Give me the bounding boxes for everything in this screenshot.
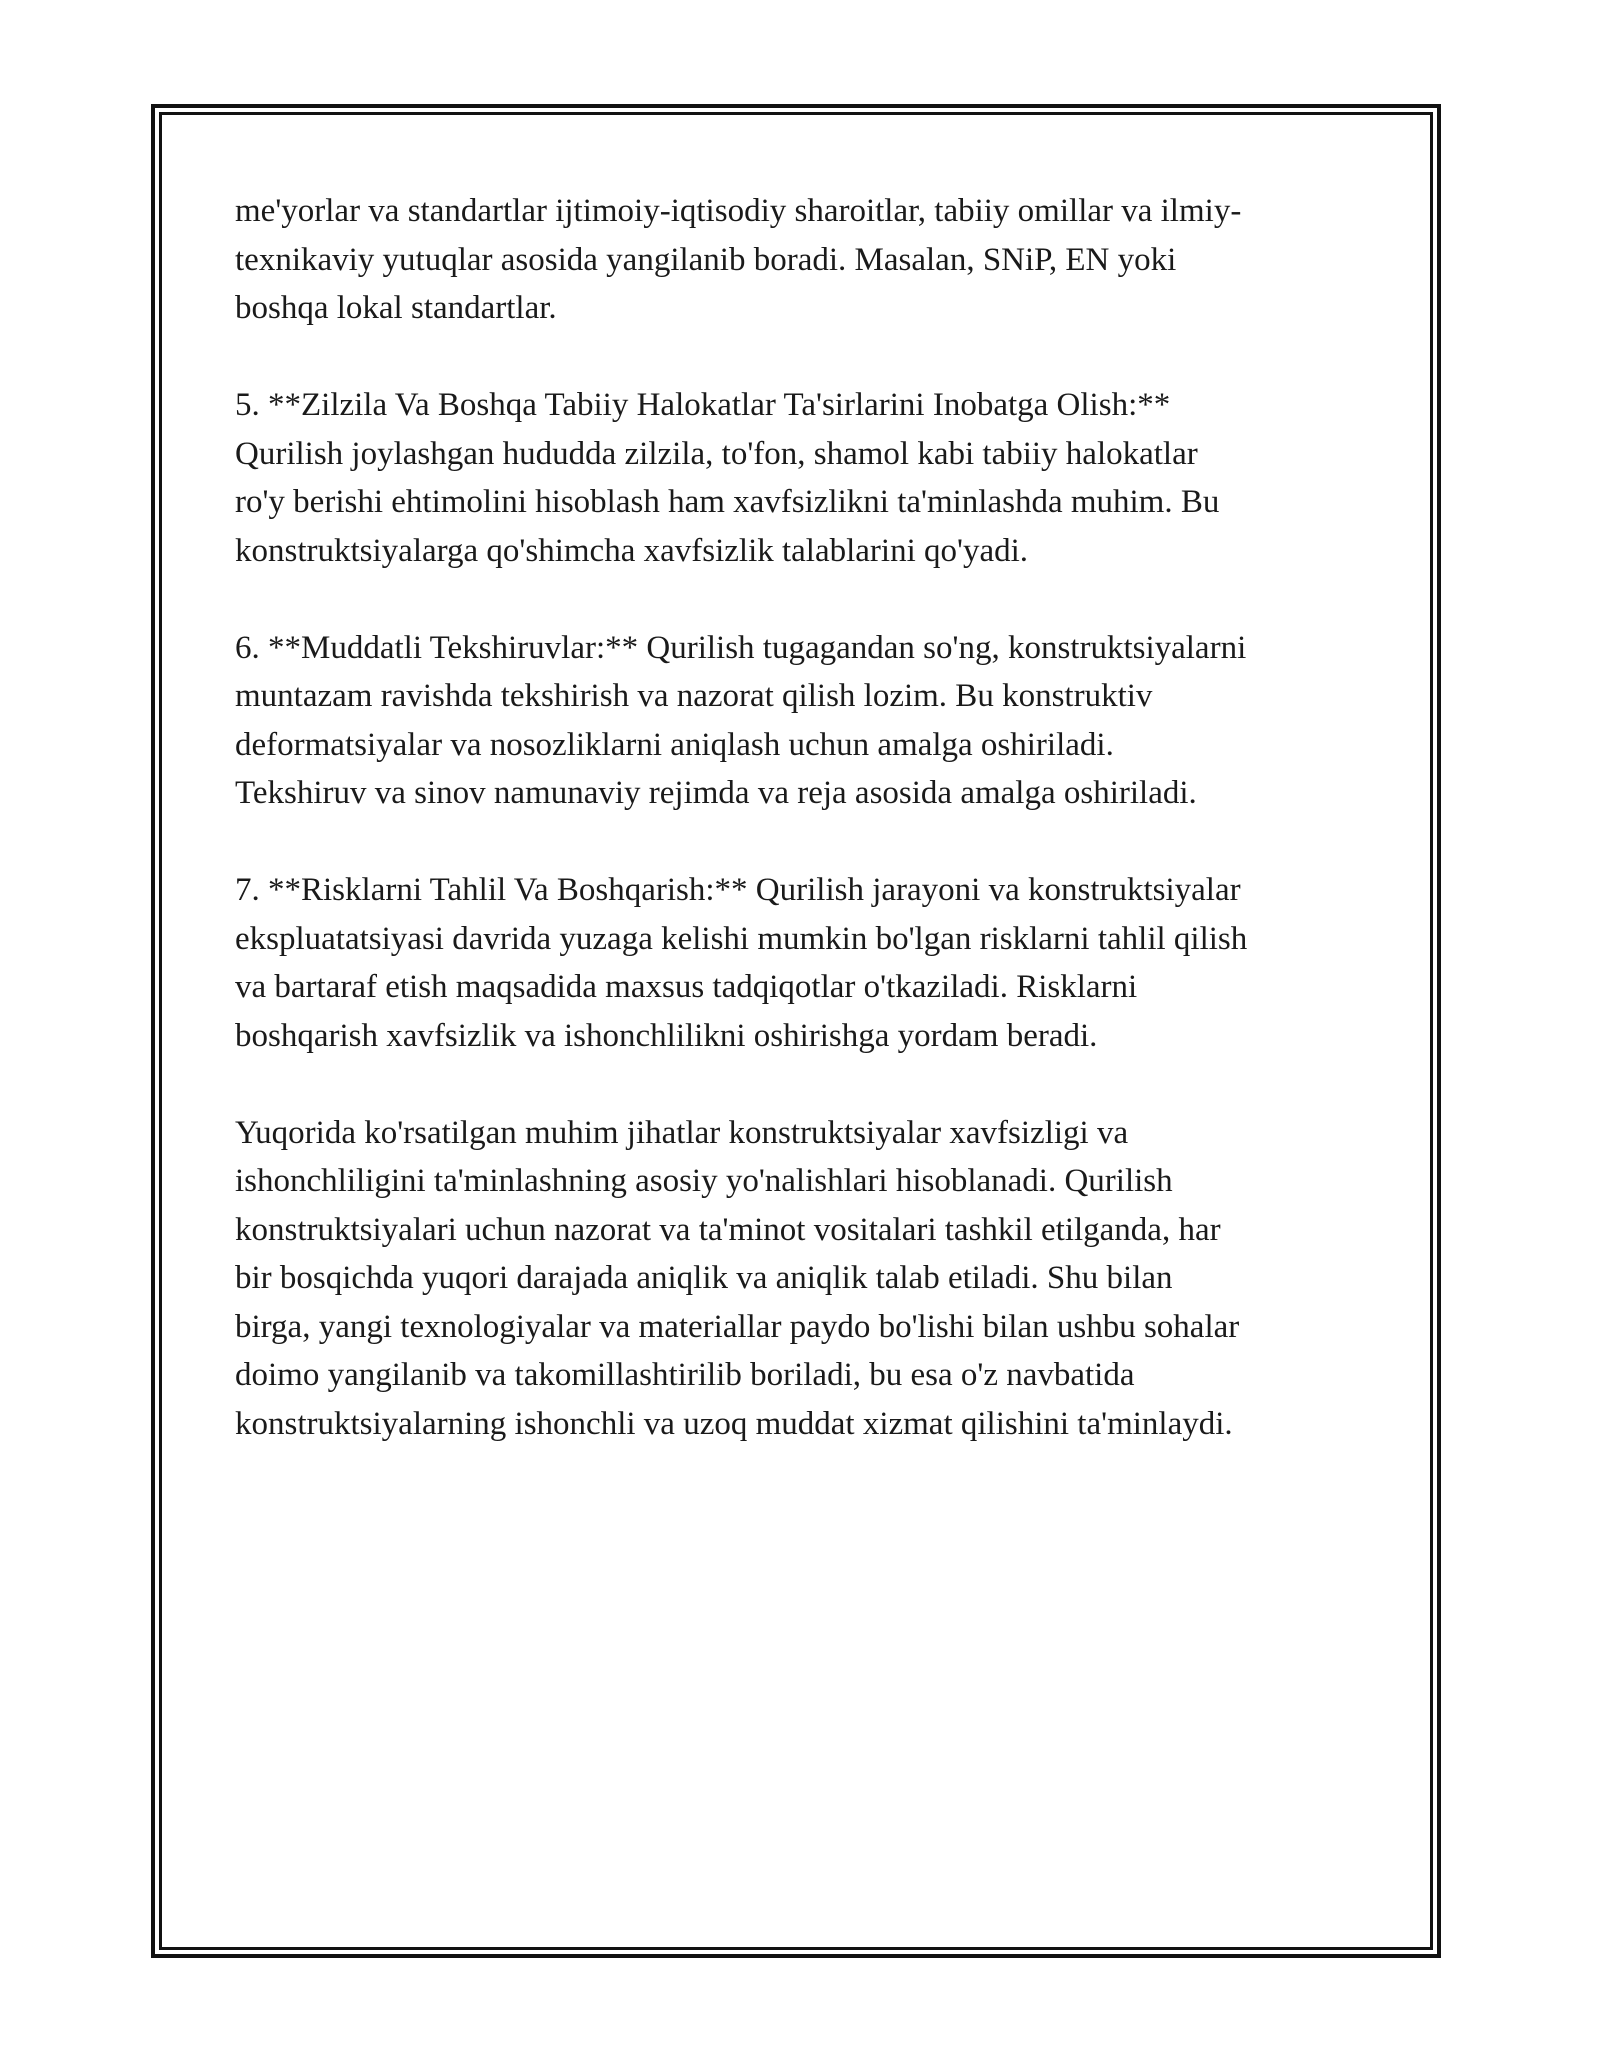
paragraph-conclusion: Yuqorida ko'rsatilgan muhim jihatlar konstruktsiyalar xavfsizligi va ishonchliligini ta'minlashning asosiy yo'nalishlari hisoblanadi. Qurilish konstruktsiyalari uchun nazorat va ta'minot vositalari tashkil etilganda, har bir bosqichda yuqori darajada aniqlik va aniqlik talab etiladi. Shu bilan birga, yangi texnologiyalar va materiallar paydo bo'lishi bilan ushbu sohalar doimo yangilanib va takomillashtirilib boriladi, bu esa o'z navbatida konstruktsiyalarning ishonchli va uzoq muddat xizmat qilishini ta'minlaydi. <box>235 1114 1240 1442</box>
paragraph-item-7-risk-management: 7. **Risklarni Tahlil Va Boshqarish:** Qurilish jarayoni va konstruktsiyalar ekspluatatsiyasi davrida yuzaga kelishi mumkin bo'lgan risklarni tahlil qilish va bartaraf etish maqsadida maxsus tadqiqotlar o'tkaziladi. Risklarni boshqarish xavfsizlik va ishonchlilikni oshirishga yordam beradi. <box>235 872 1248 1054</box>
document-body <box>235 187 1375 1497</box>
paragraph-standards-continuation: me'yorlar va standartlar ijtimoiy-iqtisodiy sharoitlar, tabiiy omillar va ilmiy- texnikaviy yutuqlar asosida yangilanib boradi. Masalan, SNiP, EN yoki boshqa lokal standartlar. <box>235 193 1242 326</box>
paragraph-item-5-natural-disasters: 5. **Zilzila Va Boshqa Tabiiy Halokatlar Ta'sirlarini Inobatga Olish:** Qurilish joylashgan hududda zilzila, to'fon, shamol kabi tabiiy halokatlar ro'y berishi ehtimolini hisoblash ham xavfsizlikni ta'minlashda muhim. Bu konstruktsiyalarga qo'shimcha xavfsizlik talablarini qo'yadi. <box>235 387 1220 569</box>
paragraph-item-6-periodic-inspections: 6. **Muddatli Tekshiruvlar:** Qurilish tugagandan so'ng, konstruktsiyalarni muntazam ravishda tekshirish va nazorat qilish lozim. Bu konstruktiv deformatsiyalar va nosozliklarni aniqlash uchun amalga oshiriladi. Tekshiruv va sinov namunaviy rejimda va reja asosida amalga oshiriladi. <box>235 629 1247 811</box>
